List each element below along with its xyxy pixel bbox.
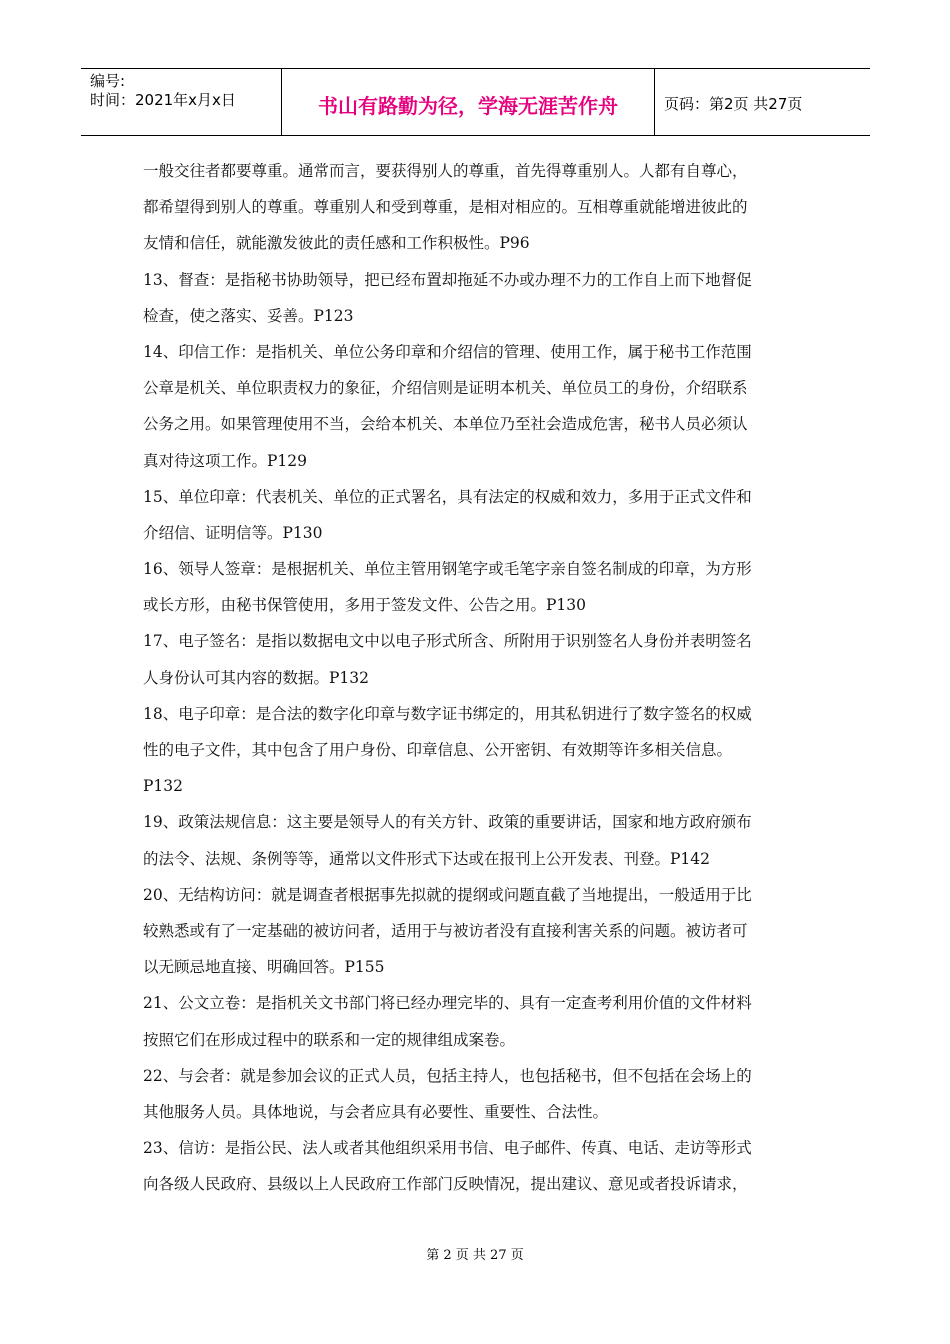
body-line: 20、无结构访问：就是调查者根据事先拟就的提纲或问题直截了当地提出，一般适用于比 (143, 885, 752, 904)
body-line: 17、电子签名：是指以数据电文中以电子形式所含、所附用于识别签名人身份并表明签名 (143, 632, 752, 651)
page-footer: 第 2 页 共 27 页 (426, 1248, 524, 1263)
body-line: 检查，使之落实、妥善。P123 (143, 306, 354, 325)
body-line: 性的电子文件，其中包含了用户身份、印章信息、公开密钥、有效期等许多相关信息。 (143, 741, 733, 759)
body-line: 公章是机关、单位职责权力的象征，介绍信则是证明本机关、单位员工的身份，介绍联系 (143, 379, 748, 398)
body-line: 向各级人民政府、县级以上人民政府工作部门反映情况，提出建议、意见或者投诉请求， (143, 1175, 748, 1194)
body-line: 以无顾忌地直接、明确回答。P155 (143, 958, 385, 977)
body-line: 14、印信工作：是指机关、单位公务印章和介绍信的管理、使用工作，属于秘书工作范围 (143, 342, 752, 361)
body-line: 公务之用。如果管理使用不当，会给本机关、本单位乃至社会造成危害，秘书人员必须认 (143, 415, 748, 434)
body-line: 都希望得到别人的尊重。尊重别人和受到尊重，是相对相应的。互相尊重就能增进彼此的 (143, 198, 748, 217)
body-line: 21、公文立卷：是指机关文书部门将已经办理完毕的、具有一定查考利用价值的文件材料 (143, 994, 752, 1013)
body-line: 18、电子印章：是合法的数字化印章与数字证书绑定的，用其私钥进行了数字签名的权威 (143, 704, 752, 723)
header-motto: 书山有路勤为径，学海无涯苦作舟 (281, 69, 655, 135)
body-line: 人身份认可其内容的数据。P132 (143, 668, 370, 687)
body-line: P132 (143, 777, 184, 796)
body-line: 较熟悉或有了一定基础的被访问者，适用于与被访者没有直接利害关系的问题。被访者可 (143, 921, 748, 940)
body-line: 一般交往者都要尊重。通常而言，要获得别人的尊重，首先得尊重别人。人都有自尊心， (143, 162, 748, 180)
body-line: 真对待这项工作。P129 (143, 451, 308, 470)
body-line: 22、与会者：就是参加会议的正式人员，包括主持人，也包括秘书，但不包括在会场上的 (143, 1066, 752, 1085)
body-line: 16、领导人签章：是根据机关、单位主管用钢笔字或毛笔字亲自签名制成的印章，为方形 (143, 560, 752, 579)
header-left-cell (81, 69, 281, 135)
body-line: 23、信访：是指公民、法人或者其他组织采用书信、电子邮件、传真、电话、走访等形式 (143, 1139, 752, 1158)
number-label: 编号: (90, 72, 126, 90)
body-line: 按照它们在形成过程中的联系和一定的规律组成案卷。 (143, 1030, 516, 1049)
date-text: 时间：2021年x月x日 (90, 91, 236, 109)
document-body (143, 153, 823, 1202)
body-line: 其他服务人员。具体地说，与会者应具有必要性、重要性、合法性。 (143, 1102, 609, 1121)
body-line: 13、督查：是指秘书协助领导，把已经布置却拖延不办或办理不力的工作自上而下地督促 (143, 270, 752, 289)
body-line: 15、单位印章：代表机关、单位的正式署名，具有法定的权威和效力，多用于正式文件和 (143, 487, 752, 506)
body-line: 的法令、法规、条例等等，通常以文件形式下达或在报刊上公开发表、刊登。P142 (143, 849, 711, 868)
body-line: 19、政策法规信息：这主要是领导人的有关方针、政策的重要讲话，国家和地方政府颁布 (143, 813, 752, 832)
body-line: 或长方形，由秘书保管使用，多用于签发文件、公告之用。P130 (143, 596, 587, 615)
body-line: 介绍信、证明信等。P130 (143, 523, 323, 542)
body-line: 友情和信任，就能激发彼此的责任感和工作积极性。P96 (143, 234, 530, 253)
header-table (81, 68, 870, 136)
header-page-info: 页码：第2页 共27页 (664, 94, 803, 113)
